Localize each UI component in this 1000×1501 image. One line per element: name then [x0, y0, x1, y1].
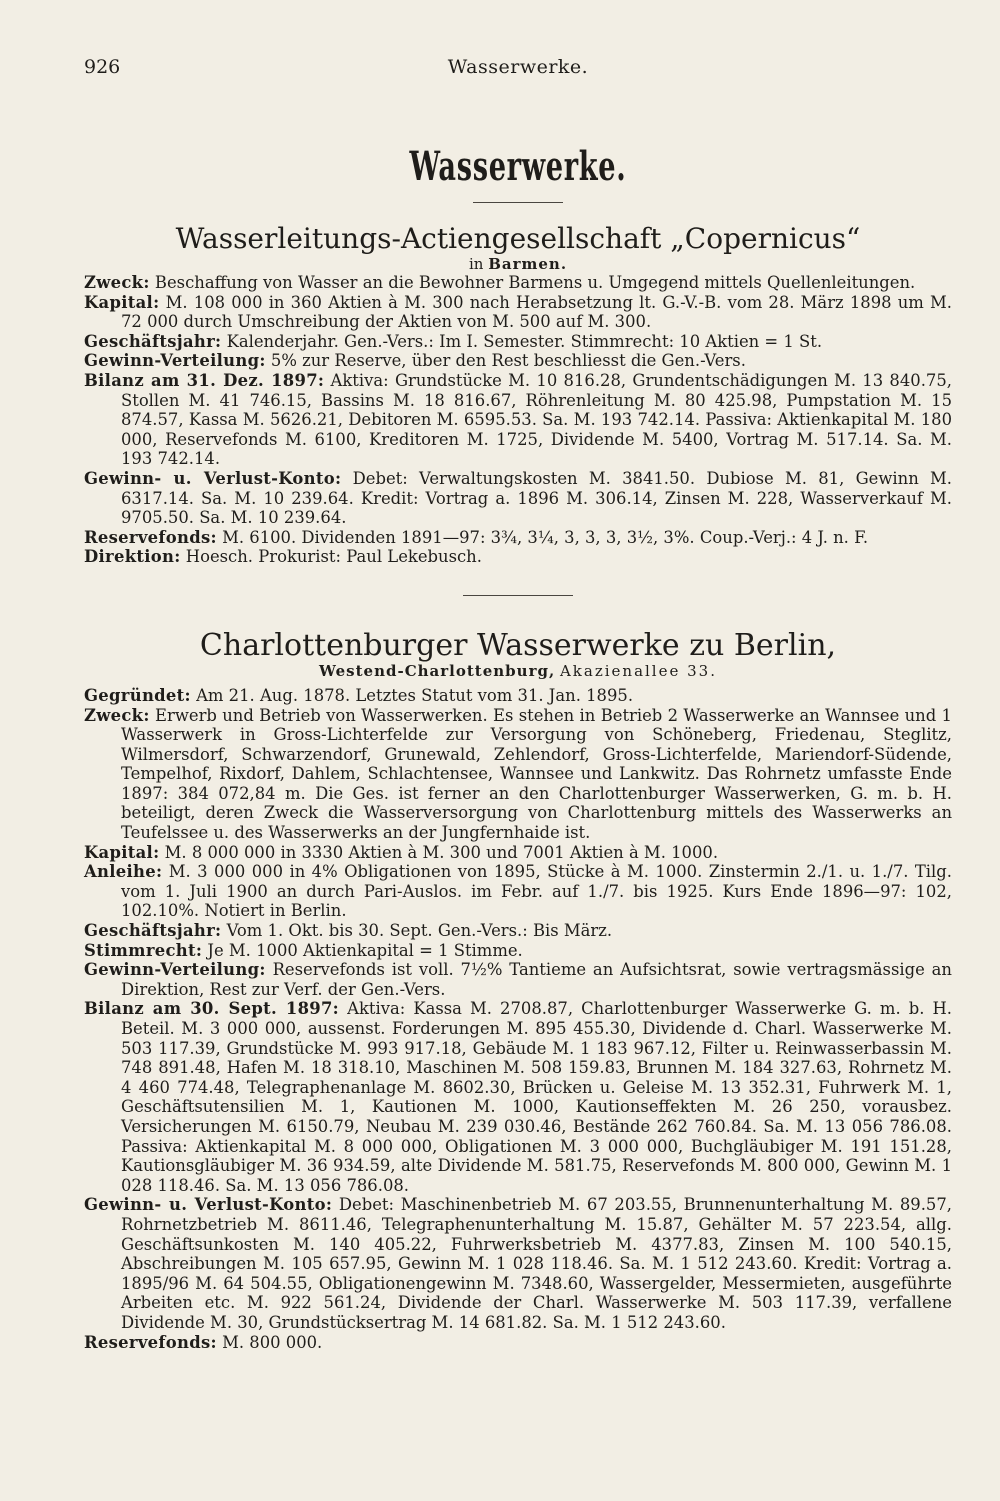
company-title: Wasserleitungs-Actiengesellschaft „Copernicus“: [175, 222, 861, 255]
detail-entry: Anleihe: M. 3 000 000 in 4% Obligationen von 1895, Stücke à M. 1000. Zinstermin 2./1. u. 1./7. Tilg. vom 1. Juli 1900 an durch Pari-Auslos. im Febr. auf 1./7. bis 1925. Kurs Ende 1896—97: 102, 102.10%. Notiert in Berlin.: [84, 862, 952, 921]
company-details: [84, 686, 952, 1352]
divider: [473, 202, 563, 203]
location-prefix: in: [468, 255, 484, 273]
running-header: [84, 56, 952, 84]
detail-entry: Gegründet: Am 21. Aug. 1878. Letztes Statut vom 31. Jan. 1895.: [84, 685, 634, 705]
document-page: [84, 56, 952, 1352]
running-title: Wasserwerke.: [447, 56, 589, 78]
detail-entry: Stimmrecht: Je M. 1000 Aktienkapital = 1 Stimme.: [84, 940, 523, 960]
company-location: [84, 255, 952, 273]
detail-entry: Gewinn- u. Verlust-Konto: Debet: Verwaltungskosten M. 3841.50. Dubiose M. 81, Gewinn M. 6317.14. Sa. M. 10 239.64. Kredit: Vortrag a. 1896 M. 306.14, Zinsen M. 228, Wasserverkauf M. 9705.50. Sa. M. 10 239.64.: [84, 468, 952, 528]
location-street: Akazienallee 33.: [559, 661, 717, 680]
company-entry: [84, 223, 952, 567]
detail-entry: Bilanz am 31. Dez. 1897: Aktiva: Grundstücke M. 10 816.28, Grundentschädigungen M. 13 840.75, Stollen M. 41 746.15, Bassins M. 18 816.67, Röhrenleitung M. 80 425.98, Pumpstation M. 15 874.57, Kassa M. 5626.21, Debitoren M. 6595.53. Sa. M. 193 742.14. Passiva: Aktienkapital M. 180 000, Reservefonds M. 6100, Kreditoren M. 1725, Dividende M. 5400, Vortrag M. 517.14. Sa. M. 193 742.14.: [84, 370, 952, 469]
location-city: Barmen.: [488, 255, 568, 273]
detail-entry: Zweck: Beschaffung von Wasser an die Bewohner Barmens u. Umgegend mittels Quellenleitungen.: [84, 273, 916, 292]
detail-entry: Kapital: M. 108 000 in 360 Aktien à M. 300 nach Herabsetzung lt. G.-V.-B. vom 28. März 1898 um M. 72 000 durch Umschreibung der Aktien von M. 500 auf M. 300.: [84, 292, 952, 332]
detail-entry: Zweck: Erwerb und Betrieb von Wasserwerken. Es stehen in Betrieb 2 Wasserwerke an Wannsee und 1 Wasserwerk in Gross-Lichterfelde zur Versorgung von Schöneberg, Friedenau, Steglitz, Wilmersdorf, Schwarzendorf, Grunewald, Zehlendorf, Gross-Lichterfelde, Mariendorf-Südende, Tempelhof, Rixdorf, Dahlem, Schlachtensee, Wannsee und Lankwitz. Das Rohrnetz umfasste Ende 1897: 384 072,84 m. Die Ges. ist ferner an den Charlottenburger Wasserwerken, G. m. b. H. beteiligt, deren Zweck die Wasserversorgung von Charlottenburg mittels des Wasserwerks an Teufelssee u. des Wasserwerks an der Jungfernhaide ist.: [84, 705, 952, 843]
detail-entry: Bilanz am 30. Sept. 1897: Aktiva: Kassa M. 2708.87, Charlottenburger Wasserwerke G. m. b. H. Beteil. M. 3 000 000, aussenst. Forderungen M. 895 455.30, Dividende d. Charl. Wasserwerke M. 503 117.39, Grundstücke M. 993 917.18, Gebäude M. 1 183 967.12, Filter u. Reinwasserbassin M. 748 891.48, Hafen M. 18 318.10, Maschinen M. 508 159.83, Brunnen M. 184 327.63, Rohrnetz M. 4 460 774.48, Telegraphenanlage M. 8602.30, Brücken u. Geleise M. 13 352.31, Fuhrwerk M. 1, Geschäftsutensilien M. 1, Kautionen M. 1000, Kautionseffekten M. 26 250, vorausbez. Versicherungen M. 6150.79, Neubau M. 239 030.46, Bestände 262 760.84. Sa. M. 13 056 786.08. Passiva: Aktienkapital M. 8 000 000, Obligationen M. 3 000 000, Buchgläubiger M. 191 151.28, Kautionsgläubiger M. 36 934.59, alte Dividende M. 581.75, Reservefonds M. 800 000, Gewinn M. 1 028 118.46. Sa. M. 13 056 786.08.: [84, 999, 952, 1195]
detail-entry: Geschäftsjahr: Kalenderjahr. Gen.-Vers.: Im I. Semester. Stimmrecht: 10 Aktien = 1 St.: [84, 331, 823, 351]
company-entry: [84, 627, 952, 1352]
section-title: Wasserwerke.: [409, 143, 627, 190]
detail-entry: Reservefonds: M. 800 000.: [84, 1332, 323, 1352]
detail-entry: Geschäftsjahr: Vom 1. Okt. bis 30. Sept. Gen.-Vers.: Bis März.: [84, 921, 613, 941]
location-city: Westend-Charlottenburg,: [319, 661, 556, 680]
detail-entry: Gewinn- u. Verlust-Konto: Debet: Maschinenbetrieb M. 67 203.55, Brunnenunterhaltung M. 89.57, Rohrnetzbetrieb M. 8611.46, Telegraphenunterhaltung M. 15.87, Gehälter M. 57 223.54, allg. Geschäftsunkosten M. 140 405.22, Fuhrwerksbetrieb M. 4377.83, Zinsen M. 100 540.15, Abschreibungen M. 105 657.95, Gewinn M. 1 028 118.46. Sa. M. 1 512 243.60. Kredit: Vortrag a. 1895/96 M. 64 504.55, Obligationengewinn M. 7348.60, Wassergelder, Messermieten, ausgeführte Arbeiten etc. M. 922 561.24, Dividende der Charl. Wasserwerke M. 503 117.39, verfallene Dividende M. 30, Grundstücksertrag M. 14 681.82. Sa. M. 1 512 243.60.: [84, 1195, 952, 1332]
detail-entry: Kapital: M. 8 000 000 in 3330 Aktien à M. 300 und 7001 Aktien à M. 1000.: [84, 842, 719, 862]
detail-entry: Gewinn-Verteilung: 5% zur Reserve, über den Rest beschliesst die Gen.-Vers.: [84, 351, 746, 371]
detail-entry: Gewinn-Verteilung: Reservefonds ist voll. 7½% Tantieme an Aufsichtsrat, sowie vertragsmässige an Direktion, Rest zur Verf. der Gen.-Vers.: [84, 960, 952, 999]
page-number: 926: [84, 56, 121, 78]
company-details: [84, 273, 952, 567]
company-location: [84, 662, 952, 680]
detail-entry: Reservefonds: M. 6100. Dividenden 1891—97: 3¾, 3¼, 3, 3, 3, 3½, 3%. Coup.-Verj.: 4 J. n. F.: [84, 527, 869, 547]
company-title: Charlottenburger Wasserwerke zu Berlin,: [199, 627, 837, 663]
divider: [463, 595, 573, 596]
detail-entry: Direktion: Hoesch. Prokurist: Paul Lekebusch.: [84, 547, 482, 567]
